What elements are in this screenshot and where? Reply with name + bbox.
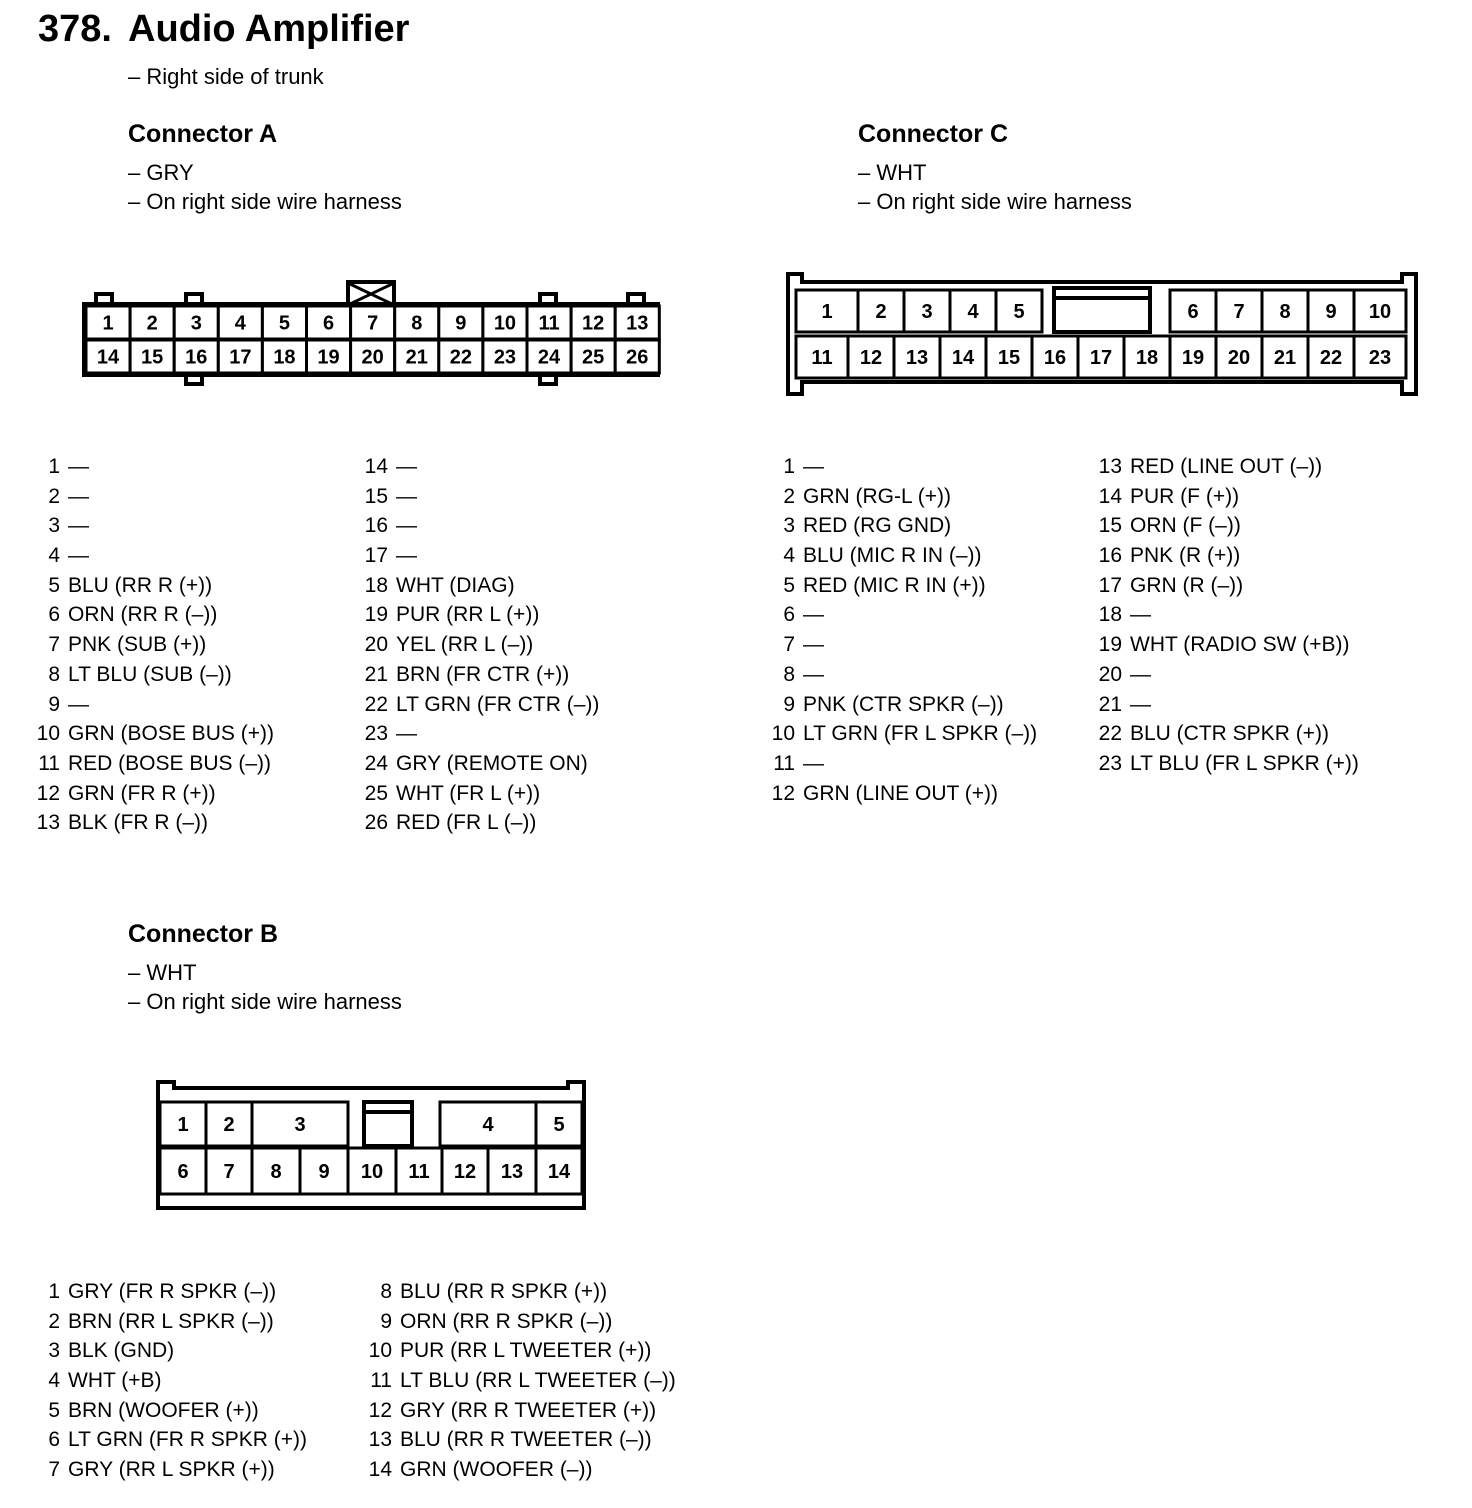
pin-number: 5 [48, 573, 60, 597]
pin-wire: PNK (SUB (+)) [68, 633, 207, 657]
pin-cavity-label: 7 [1233, 301, 1245, 323]
pin-wire: WHT (RADIO SW (+B)) [1130, 633, 1350, 657]
pin-cavity-label: 21 [1273, 347, 1297, 369]
pin-row [30, 630, 274, 660]
pin-cavity-label: 25 [582, 346, 605, 369]
connector-a-diagram [78, 278, 668, 393]
pin-number: 20 [364, 633, 388, 657]
pin-number: 22 [364, 692, 388, 716]
pin-wire: GRN (FR R (+)) [68, 781, 216, 805]
pin-wire: — [803, 603, 824, 627]
pin-cavity-label: 16 [1043, 347, 1067, 369]
pin-row [1092, 452, 1359, 482]
connector-b-pin-list-left [30, 1277, 307, 1485]
pin-row [765, 600, 1037, 630]
pin-row [1092, 511, 1359, 541]
pin-wire: — [68, 484, 89, 508]
connector-a-color: – GRY [128, 160, 194, 185]
connector-b-key [364, 1102, 412, 1146]
pin-wire: BLU (RR R TWEETER (–)) [400, 1428, 652, 1452]
pin-wire: — [803, 662, 824, 686]
pin-cavity-label: 15 [997, 347, 1021, 369]
pin-number: 22 [1098, 722, 1122, 746]
pin-wire: — [803, 633, 824, 657]
pin-number: 2 [48, 484, 60, 508]
pin-cavity-label: 15 [141, 346, 164, 369]
pin-wire: LT GRN (FR L SPKR (–)) [803, 722, 1038, 746]
connector-c-pin-list-right [1092, 452, 1359, 779]
pin-row [30, 660, 274, 690]
pin-cavity-label: 16 [185, 346, 208, 369]
pin-row [362, 1277, 676, 1307]
connector-c-title: Connector C [858, 120, 1008, 148]
pin-cavity-label: 14 [547, 1161, 571, 1183]
pin-number: 5 [783, 573, 795, 597]
pin-cavity-label: 11 [811, 347, 833, 369]
pin-number: 16 [1098, 544, 1122, 568]
pin-row [358, 630, 599, 660]
pin-number: 7 [48, 1458, 60, 1482]
pin-cavity-label: 3 [294, 1114, 306, 1136]
pin-number: 8 [48, 662, 60, 686]
pin-row [30, 1396, 307, 1426]
pin-number: 3 [783, 514, 795, 538]
pin-row [30, 1277, 307, 1307]
pin-number: 19 [1098, 633, 1122, 657]
pin-row [30, 690, 274, 720]
pin-wire: LT BLU (FR L SPKR (+)) [1130, 751, 1359, 775]
pin-number: 11 [38, 751, 60, 775]
pin-wire: — [1130, 692, 1151, 716]
pin-row [765, 779, 1037, 809]
pin-number: 18 [1098, 603, 1122, 627]
pin-cavity-label: 19 [1181, 347, 1205, 369]
connector-c-location: – On right side wire harness [858, 189, 1132, 214]
pin-wire: RED (LINE OUT (–)) [1130, 455, 1323, 478]
pin-cavity-label: 1 [102, 312, 114, 335]
pin-number: 16 [364, 514, 388, 538]
pin-cavity-label: 23 [1368, 347, 1392, 369]
pin-wire: ORN (F (–)) [1130, 514, 1241, 538]
pin-number: 3 [48, 514, 60, 538]
pin-wire: PUR (RR L (+)) [396, 603, 540, 627]
component-location: – Right side of trunk [128, 64, 324, 89]
connector-a-location: – On right side wire harness [128, 189, 402, 214]
pin-number: 3 [48, 1339, 60, 1363]
pin-row [1092, 660, 1359, 690]
pin-cavity-label: 11 [538, 312, 560, 335]
pin-number: 4 [48, 1369, 60, 1393]
pin-wire: GRN (LINE OUT (+)) [803, 781, 999, 805]
pin-wire: GRY (FR R SPKR (–)) [68, 1280, 277, 1303]
pin-number: 17 [1098, 573, 1122, 597]
pin-row [30, 779, 274, 809]
pin-number: 2 [48, 1309, 60, 1333]
pin-number: 6 [48, 603, 60, 627]
page-title [38, 8, 409, 51]
pin-row [30, 749, 274, 779]
pin-row [362, 1336, 676, 1366]
pin-cavity-label: 17 [1089, 347, 1113, 369]
pin-row [765, 571, 1037, 601]
pin-wire: BLK (GND) [68, 1339, 175, 1363]
pin-row [30, 600, 274, 630]
pin-cavity-label: 19 [317, 346, 340, 369]
pin-number: 26 [364, 811, 388, 835]
pin-number: 11 [773, 751, 795, 775]
pin-cavity-label: 23 [493, 346, 517, 369]
pin-wire: BLU (RR R SPKR (+)) [400, 1280, 608, 1303]
pin-cavity-label: 3 [921, 301, 933, 323]
pin-wire: — [68, 455, 89, 478]
connector-b-color: – WHT [128, 960, 197, 985]
pin-number: 5 [48, 1398, 60, 1422]
pin-number: 7 [48, 633, 60, 657]
pin-number: 9 [783, 692, 795, 716]
pin-wire: ORN (RR R (–)) [68, 603, 218, 627]
pin-wire: GRY (RR L SPKR (+)) [68, 1458, 275, 1482]
pin-row [30, 541, 274, 571]
pin-number: 14 [368, 1458, 392, 1482]
pin-number: 24 [364, 751, 388, 775]
pin-cavity-label: 7 [367, 312, 379, 335]
pin-number: 8 [783, 662, 795, 686]
pin-wire: GRN (R (–)) [1130, 573, 1244, 597]
pin-number: 13 [368, 1428, 392, 1452]
pin-cavity-label: 3 [190, 312, 202, 335]
pin-row [30, 1425, 307, 1455]
pin-wire: LT BLU (RR L TWEETER (–)) [400, 1369, 676, 1393]
pin-wire: RED (BOSE BUS (–)) [68, 751, 272, 775]
connector-c-diagram [782, 270, 1422, 400]
connector-c-key [1054, 288, 1150, 332]
pin-row [30, 452, 274, 482]
pin-number: 13 [1098, 455, 1122, 478]
pin-cavity-label: 26 [626, 346, 649, 369]
pin-row [358, 482, 599, 512]
pin-cavity-label: 1 [821, 301, 833, 323]
pin-cavity-label: 5 [1013, 301, 1025, 323]
pin-wire: — [68, 692, 89, 716]
pin-wire: RED (MIC R IN (+)) [803, 573, 986, 597]
pin-row [358, 808, 599, 838]
connector-a-pin-list-right [358, 452, 599, 838]
pin-cavity-label: 12 [453, 1161, 477, 1183]
pin-cavity-label: 8 [411, 312, 423, 335]
pin-row [30, 808, 274, 838]
pin-number: 8 [380, 1280, 392, 1303]
connector-b-diagram [152, 1078, 592, 1218]
pin-cavity-label: 22 [449, 346, 472, 369]
pin-cavity-label: 4 [234, 312, 246, 335]
pin-row [1092, 482, 1359, 512]
pin-number: 4 [783, 544, 795, 568]
pin-row [1092, 600, 1359, 630]
pin-cavity-label: 20 [1227, 347, 1251, 369]
pin-cavity-label: 6 [1187, 301, 1199, 323]
pin-number: 2 [783, 484, 795, 508]
pin-row [1092, 749, 1359, 779]
pin-cavity-label: 6 [322, 312, 335, 335]
pin-cavity-label: 2 [875, 301, 887, 323]
pin-cavity-label: 18 [1135, 347, 1159, 369]
connector-c-pin-list-left [765, 452, 1037, 808]
pin-wire: — [1130, 603, 1151, 627]
pin-row [1092, 541, 1359, 571]
pin-wire: GRY (RR R TWEETER (+)) [400, 1398, 657, 1422]
pin-number: 15 [1098, 514, 1122, 538]
pin-cavity-label: 4 [482, 1114, 494, 1136]
pin-wire: LT GRN (FR CTR (–)) [396, 692, 600, 716]
pin-cavity-label: 4 [967, 301, 979, 323]
pin-wire: WHT (DIAG) [396, 573, 515, 597]
pin-row [358, 779, 599, 809]
pin-row [362, 1366, 676, 1396]
pin-wire: PNK (CTR SPKR (–)) [803, 692, 1004, 716]
pin-wire: PUR (F (+)) [1130, 484, 1240, 508]
pin-number: 12 [771, 781, 795, 805]
pin-number: 11 [370, 1369, 392, 1393]
pin-row [30, 1307, 307, 1337]
pin-cavity-label: 5 [278, 312, 291, 335]
pin-cavity-label: 14 [96, 346, 120, 369]
pin-number: 14 [364, 455, 388, 478]
pin-row [30, 482, 274, 512]
pin-wire: WHT (FR L (+)) [396, 781, 541, 805]
component-title: Audio Amplifier [128, 8, 410, 50]
pin-wire: BLU (RR R (+)) [68, 573, 213, 597]
pin-number: 10 [36, 722, 60, 746]
pin-number: 6 [48, 1428, 60, 1452]
pin-row [30, 1455, 307, 1485]
pin-row [358, 511, 599, 541]
connector-a-pin-list-left [30, 452, 274, 838]
pin-row [1092, 630, 1359, 660]
pin-row [362, 1425, 676, 1455]
pin-row [362, 1396, 676, 1426]
pin-number: 4 [48, 544, 60, 568]
pin-row [362, 1455, 676, 1485]
pin-row [362, 1307, 676, 1337]
pin-cavity-label: 24 [537, 346, 561, 369]
pin-cavity-label: 12 [859, 347, 883, 369]
pin-cavity-label: 10 [1368, 301, 1392, 323]
pin-cavity-label: 9 [1325, 301, 1337, 323]
pin-row [30, 1366, 307, 1396]
pin-number: 17 [364, 544, 388, 568]
pin-number: 1 [783, 455, 795, 478]
pin-wire: PNK (R (+)) [1130, 544, 1241, 568]
pin-number: 10 [368, 1339, 392, 1363]
pin-wire: BRN (FR CTR (+)) [396, 662, 570, 686]
pin-number: 21 [364, 662, 388, 686]
page-number: 378. [38, 8, 112, 50]
pin-number: 20 [1098, 662, 1122, 686]
pin-row [30, 719, 274, 749]
pin-number: 12 [36, 781, 60, 805]
pin-cavity-label: 6 [177, 1161, 189, 1183]
pin-wire: WHT (+B) [68, 1369, 162, 1393]
pin-wire: BRN (WOOFER (+)) [68, 1398, 259, 1422]
pin-wire: — [396, 514, 417, 538]
pin-row [765, 660, 1037, 690]
pin-number: 7 [783, 633, 795, 657]
pin-row [765, 719, 1037, 749]
pin-wire: — [68, 544, 89, 568]
pin-cavity-label: 21 [405, 346, 428, 369]
pin-row [1092, 571, 1359, 601]
pin-cavity-label: 10 [360, 1161, 384, 1183]
pin-number: 9 [380, 1309, 392, 1333]
pin-row [765, 749, 1037, 779]
pin-wire: BLK (FR R (–)) [68, 811, 209, 835]
pin-cavity-label: 11 [408, 1161, 430, 1183]
pin-number: 15 [364, 484, 388, 508]
pin-wire: — [1130, 662, 1151, 686]
pin-number: 18 [364, 573, 388, 597]
pin-wire: — [396, 722, 417, 746]
pin-row [1092, 719, 1359, 749]
pin-cavity-label: 9 [455, 312, 467, 335]
connector-c-color: – WHT [858, 160, 927, 185]
pin-number: 12 [368, 1398, 392, 1422]
pin-row [765, 690, 1037, 720]
pin-number: 9 [48, 692, 60, 716]
pin-wire: — [803, 455, 824, 478]
pin-number: 25 [364, 781, 388, 805]
pin-wire: — [803, 751, 824, 775]
pin-cavity-label: 17 [229, 346, 252, 369]
pin-number: 1 [48, 455, 60, 478]
pin-number: 13 [36, 811, 60, 835]
pin-wire: — [396, 544, 417, 568]
pin-cavity-label: 14 [951, 347, 975, 369]
pin-cavity-label: 18 [273, 346, 296, 369]
pin-wire: BLU (CTR SPKR (+)) [1130, 722, 1329, 746]
pin-wire: ORN (RR R SPKR (–)) [400, 1309, 613, 1333]
pin-number: 14 [1098, 484, 1122, 508]
pin-wire: — [68, 514, 89, 538]
pin-wire: — [396, 455, 417, 478]
pin-cavity-label: 8 [1279, 301, 1291, 323]
pin-row [765, 452, 1037, 482]
pin-number: 23 [364, 722, 388, 746]
pin-wire: GRY (REMOTE ON) [396, 751, 588, 775]
pin-row [30, 511, 274, 541]
connector-b-pin-list-right [362, 1277, 676, 1485]
pin-row [358, 690, 599, 720]
pin-wire: GRN (RG-L (+)) [803, 484, 951, 508]
pin-wire: YEL (RR L (–)) [396, 633, 534, 657]
pin-row [358, 541, 599, 571]
pin-wire: RED (RG GND) [803, 514, 952, 538]
pin-cavity-label: 13 [905, 347, 929, 369]
pin-cavity-label: 7 [223, 1161, 235, 1183]
pin-row [765, 541, 1037, 571]
pin-number: 6 [783, 603, 795, 627]
pin-cavity-label: 13 [626, 312, 649, 335]
pin-cavity-label: 2 [146, 312, 158, 335]
pin-row [358, 660, 599, 690]
pin-cavity-label: 22 [1319, 347, 1343, 369]
pin-row [765, 482, 1037, 512]
pin-wire: BLU (MIC R IN (–)) [803, 544, 982, 568]
pin-cavity-label: 9 [318, 1161, 330, 1183]
pin-wire: — [396, 484, 417, 508]
pin-number: 21 [1098, 692, 1122, 716]
pin-cavity-label: 1 [177, 1114, 189, 1136]
pin-cavity-label: 12 [582, 312, 605, 335]
pin-wire: GRN (BOSE BUS (+)) [68, 722, 274, 746]
pin-row [358, 452, 599, 482]
connector-a-title: Connector A [128, 120, 278, 148]
pin-wire: LT GRN (FR R SPKR (+)) [68, 1428, 307, 1452]
pin-wire: LT BLU (SUB (–)) [68, 662, 232, 686]
pin-row [358, 600, 599, 630]
pin-cavity-label: 20 [361, 346, 384, 369]
pin-row [30, 1336, 307, 1366]
pin-cavity-label: 10 [493, 312, 517, 335]
pin-cavity-label: 13 [500, 1161, 524, 1183]
pin-wire: RED (FR L (–)) [396, 811, 537, 835]
pin-cavity-label: 8 [270, 1161, 282, 1183]
pin-cavity-label: 2 [223, 1114, 235, 1136]
pin-number: 23 [1098, 751, 1122, 775]
pin-row [30, 571, 274, 601]
pin-row [358, 719, 599, 749]
pin-number: 1 [48, 1280, 60, 1303]
pin-row [358, 571, 599, 601]
pin-wire: PUR (RR L TWEETER (+)) [400, 1339, 652, 1363]
pin-wire: BRN (RR L SPKR (–)) [68, 1309, 274, 1333]
pin-cavity-label: 5 [553, 1114, 565, 1136]
pin-row [765, 630, 1037, 660]
pin-row [1092, 690, 1359, 720]
pin-row [358, 749, 599, 779]
pin-number: 10 [771, 722, 795, 746]
connector-b-location: – On right side wire harness [128, 989, 402, 1014]
connector-b-title: Connector B [128, 920, 278, 948]
pin-wire: GRN (WOOFER (–)) [400, 1458, 593, 1482]
pin-row [765, 511, 1037, 541]
pin-number: 19 [364, 603, 388, 627]
